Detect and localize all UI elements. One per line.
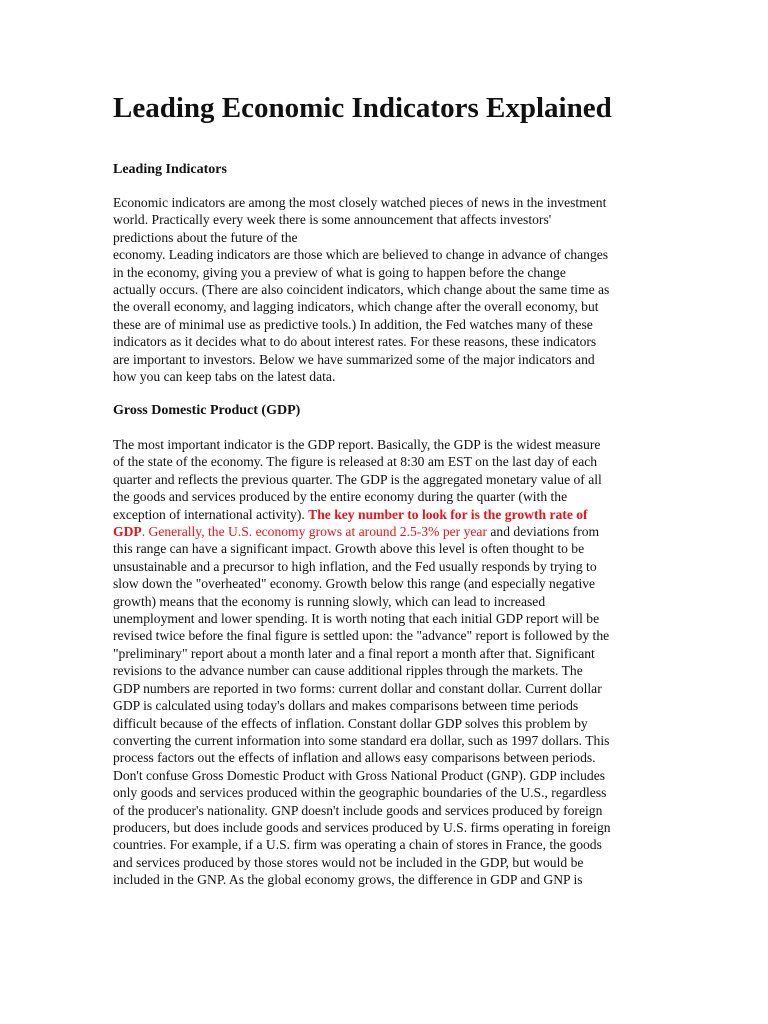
document-title: Leading Economic Indicators Explained <box>113 92 612 124</box>
leading-indicators-paragraph <box>113 194 673 385</box>
paragraph-line: indicators as it decides what to do about interest rates. For these reasons, these indicators <box>113 334 597 350</box>
paragraph-line: difficult because of the effects of inflation. Constant dollar GDP solves this problem by <box>113 715 588 731</box>
paragraph-line: The most important indicator is the GDP report. Basically, the GDP is the widest measure <box>113 437 601 452</box>
paragraph-line: actually occurs. (There are also coincident indicators, which change about the same time as <box>113 282 610 298</box>
paragraph-line: are important to investors. Below we have summarized some of the major indicators and <box>113 351 595 367</box>
paragraph-line: world. Practically every week there is some announcement that affects investors' <box>113 212 552 228</box>
paragraph-line: revisions to the advance number can cause additional ripples through the markets. The <box>113 663 583 679</box>
paragraph-line-with-highlight <box>113 523 673 540</box>
paragraph-line: the overall economy, and lagging indicators, which change after the overall economy, but <box>113 299 599 315</box>
paragraph-line: countries. For example, if a U.S. firm was operating a chain of stores in France, the goods <box>113 837 602 853</box>
plain-text: exception of international activity). <box>113 506 309 522</box>
highlighted-key-point: The key number to look for is the growth rate of <box>308 506 588 522</box>
paragraph-line: converting the current information into some standard era dollar, such as 1997 dollars. This <box>113 732 610 748</box>
paragraph-line: in the economy, giving you a preview of what is going to happen before the change <box>113 264 566 280</box>
paragraph-line: how you can keep tabs on the latest data. <box>113 369 336 385</box>
highlighted-growth-rate: . Generally, the U.S. economy grows at around 2.5-3% per year <box>141 524 487 540</box>
plain-text: and deviations from <box>486 524 600 540</box>
paragraph-line: revised twice before the final figure is settled upon: the "advance" report is followed by the <box>113 628 610 644</box>
paragraph-line: process factors out the effects of inflation and allows easy comparisons between periods. <box>113 750 596 766</box>
paragraph-line: predictions about the future of the <box>113 229 298 245</box>
section-heading-gdp: Gross Domestic Product (GDP) <box>113 403 301 418</box>
paragraph-line: quarter and reflects the previous quarter. The GDP is the aggregated monetary value of all <box>113 471 602 487</box>
paragraph-line: growth) means that the economy is running slowly, which can lead to increased <box>113 593 546 609</box>
paragraph-line: this range can have a significant impact. Growth above this level is often thought to be <box>113 541 585 557</box>
paragraph-line: Economic indicators are among the most closely watched pieces of news in the investment <box>113 195 607 210</box>
paragraph-line: producers, but does include goods and services produced by U.S. firms operating in foreign <box>113 819 611 835</box>
paragraph-line: the goods and services produced by the entire economy during the quarter (with the <box>113 489 568 505</box>
paragraph-line: economy. Leading indicators are those which are believed to change in advance of changes <box>113 247 609 263</box>
paragraph-line: slow down the "overheated" economy. Growth below this range (and especially negative <box>113 576 596 592</box>
paragraph-line: Don't confuse Gross Domestic Product with Gross National Product (GNP). GDP includes <box>113 767 606 783</box>
highlighted-key-point: GDP <box>113 524 142 540</box>
paragraph-line: and services produced by those stores would not be included in the GDP, but would be <box>113 854 584 870</box>
paragraph-line: GDP numbers are reported in two forms: current dollar and constant dollar. Current dollar <box>113 680 602 696</box>
paragraph-line: of the producer's nationality. GNP doesn't include goods and services produced by foreign <box>113 802 603 818</box>
paragraph-line: "preliminary" report about a month later and a final report a month after that. Significant <box>113 645 595 661</box>
section-heading-leading-indicators: Leading Indicators <box>113 162 227 177</box>
paragraph-line: only goods and services produced within the geographic boundaries of the U.S., regardless <box>113 785 607 801</box>
gdp-paragraph <box>113 436 673 889</box>
paragraph-line: GDP is calculated using today's dollars and makes comparisons between time periods <box>113 698 579 714</box>
paragraph-line: unsustainable and a precursor to high inflation, and the Fed usually responds by trying to <box>113 558 597 574</box>
paragraph-line: of the state of the economy. The figure is released at 8:30 am EST on the last day of each <box>113 454 598 470</box>
paragraph-line: these are of minimal use as predictive tools.) In addition, the Fed watches many of these <box>113 316 593 332</box>
paragraph-line-with-highlight <box>113 506 673 523</box>
paragraph-line: unemployment and lower spending. It is worth noting that each initial GDP report will be <box>113 611 600 627</box>
paragraph-line: included in the GNP. As the global economy grows, the difference in GDP and GNP is <box>113 872 583 888</box>
